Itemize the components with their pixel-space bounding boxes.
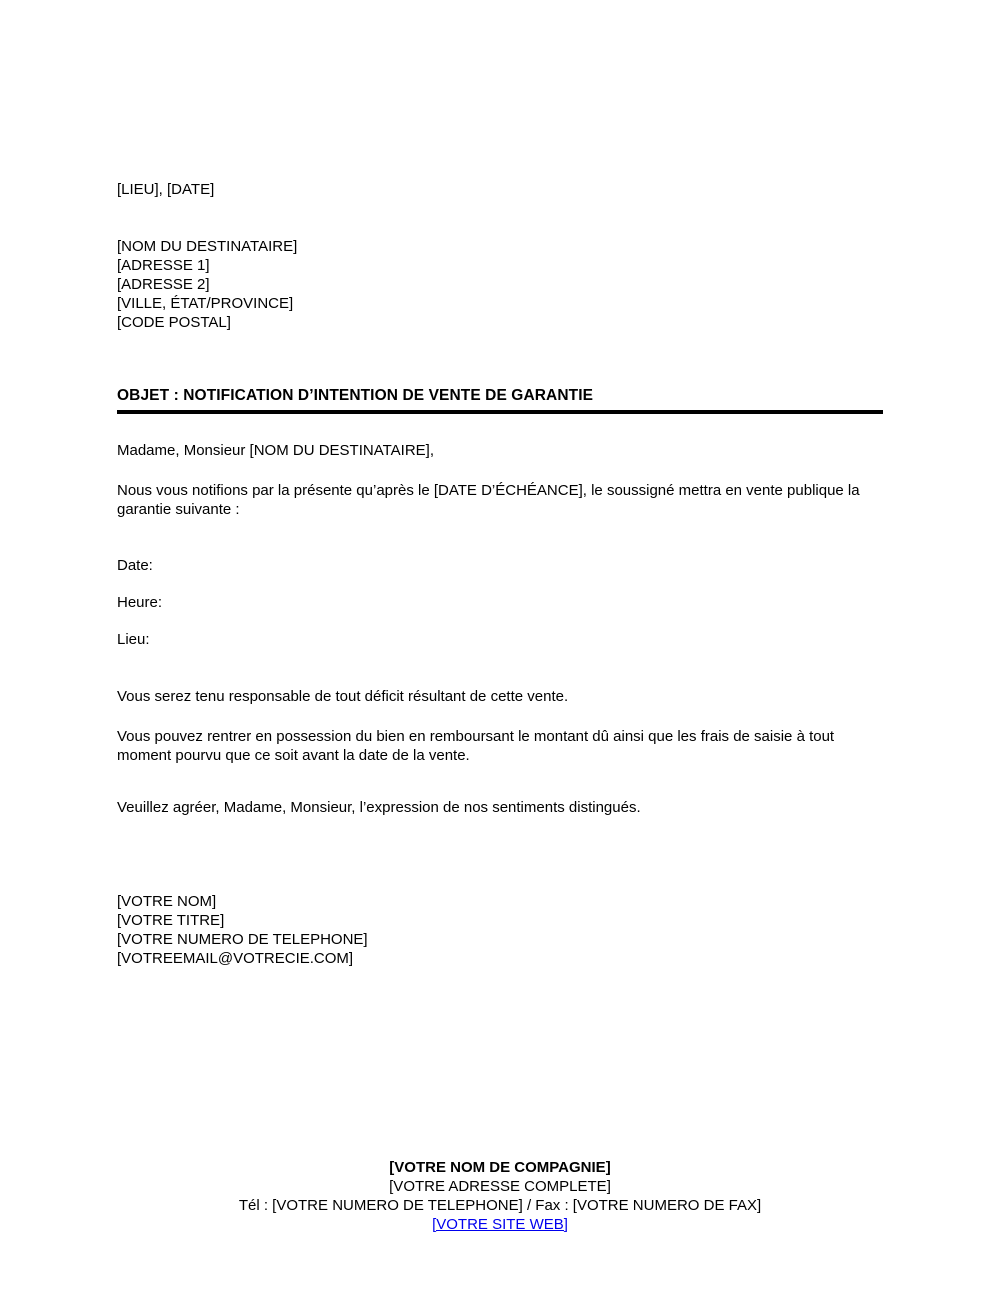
recipient-postal-code: [CODE POSTAL] (117, 314, 231, 331)
sender-name: [VOTRE NOM] (117, 893, 217, 910)
company-footer (0, 1158, 1000, 1234)
subject-line: OBJET : NOTIFICATION D’INTENTION DE VENTE DE GARANTIE (117, 387, 594, 404)
redemption-paragraph: Vous pouvez rentrer en possession du bien en remboursant le montant dû ainsi que les frais de saisie à tout moment pourvu que ce soit avant la date de la vente. (117, 728, 835, 764)
salutation: Madame, Monsieur [NOM DU DESTINATAIRE], (117, 442, 435, 459)
footer-tel-fax: Tél : [VOTRE NUMERO DE TELEPHONE] / Fax : [VOTRE NUMERO DE FAX] (238, 1197, 762, 1214)
recipient-address-2: [ADRESSE 2] (117, 276, 210, 293)
closing-formula: Veuillez agréer, Madame, Monsieur, l’expression de nos sentiments distingués. (117, 799, 641, 816)
sender-phone: [VOTRE NUMERO DE TELEPHONE] (117, 931, 368, 948)
subject-divider-rule (117, 410, 883, 414)
recipient-name: [NOM DU DESTINATAIRE] (117, 238, 298, 255)
footer-company-name: [VOTRE NOM DE COMPAGNIE] (389, 1159, 611, 1176)
footer-website-link[interactable]: [VOTRE SITE WEB] (432, 1216, 568, 1233)
footer-company-address: [VOTRE ADRESSE COMPLETE] (389, 1178, 611, 1195)
intro-paragraph: Nous vous notifions par la présente qu’après le [DATE D’ÉCHÉANCE], le soussigné mettra en vente publique la garantie suivante : (117, 482, 860, 518)
signature-block (117, 892, 883, 968)
sender-title: [VOTRE TITRE] (117, 912, 225, 929)
date-field-label: Date: (117, 557, 153, 574)
liability-paragraph: Vous serez tenu responsable de tout déficit résultant de cette vente. (117, 688, 569, 705)
recipient-city-state: [VILLE, ÉTAT/PROVINCE] (117, 295, 294, 312)
recipient-address-block (117, 237, 883, 332)
place-field-label: Lieu: (117, 631, 150, 648)
sender-email: [VOTREEMAIL@VOTRECIE.COM] (117, 950, 354, 967)
recipient-address-1: [ADRESSE 1] (117, 257, 210, 274)
location-date-line: [LIEU], [DATE] (117, 181, 215, 198)
time-field-label: Heure: (117, 594, 163, 611)
